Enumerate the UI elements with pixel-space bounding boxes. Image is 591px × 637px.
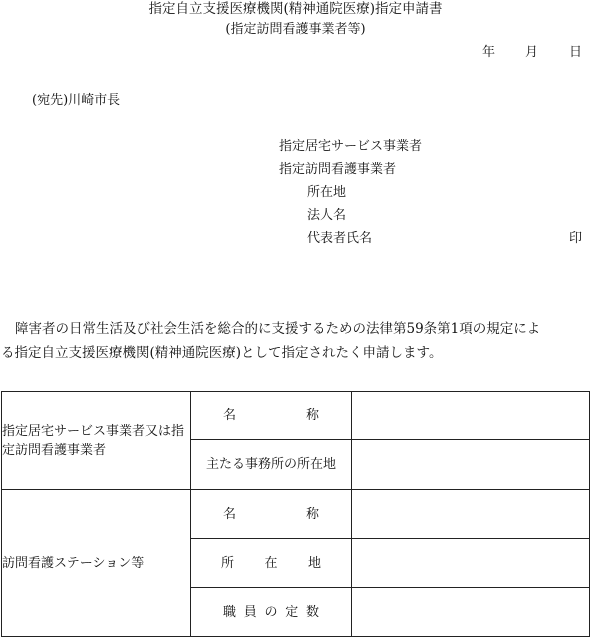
date-day-label: 日 bbox=[569, 45, 583, 60]
form-title: 指定自立支援医療機関(精神通院医療)指定申請書 bbox=[148, 1, 443, 17]
applicant-representative-label: 代表者氏名 bbox=[307, 231, 373, 246]
group-label-provider: 指定居宅サービス事業者又は指定訪問看護事業者 bbox=[2, 392, 191, 490]
provider-office-address-value[interactable] bbox=[352, 440, 590, 490]
addressee: (宛先)川崎市長 bbox=[32, 93, 121, 108]
provider-office-address-label: 主たる事務所の所在地 bbox=[191, 440, 352, 490]
provider-name-value[interactable] bbox=[352, 392, 590, 440]
form-subtitle: (指定訪問看護事業者等) bbox=[225, 22, 366, 37]
application-table bbox=[1, 391, 590, 637]
table-row bbox=[2, 490, 590, 539]
applicant-location-label: 所在地 bbox=[307, 185, 347, 200]
body-text-line2: る指定自立支援医療機関(精神通院医療)として指定されたく申請します。 bbox=[1, 345, 443, 361]
date-year-label: 年 bbox=[482, 45, 496, 60]
applicant-type-line2: 指定訪問看護事業者 bbox=[279, 162, 397, 177]
station-staff-count-label: 職 員 の 定 数 bbox=[191, 588, 352, 637]
group-label-station: 訪問看護ステーション等 bbox=[2, 490, 191, 637]
station-location-value[interactable] bbox=[352, 539, 590, 588]
station-name-value[interactable] bbox=[352, 490, 590, 539]
applicant-type-line1: 指定居宅サービス事業者 bbox=[279, 139, 423, 154]
station-staff-count-value[interactable] bbox=[352, 588, 590, 637]
date-month-label: 月 bbox=[525, 45, 539, 60]
applicant-corp-name-label: 法人名 bbox=[307, 208, 347, 223]
station-name-label: 名 称 bbox=[191, 490, 352, 539]
provider-name-label: 名 称 bbox=[191, 392, 352, 440]
body-text-line1: 障害者の日常生活及び社会生活を総合的に支援するための法律第59条第1項の規定によ bbox=[15, 321, 541, 337]
table-row bbox=[2, 392, 590, 440]
station-location-label: 所 在 地 bbox=[191, 539, 352, 588]
seal-mark: 印 bbox=[569, 231, 583, 246]
